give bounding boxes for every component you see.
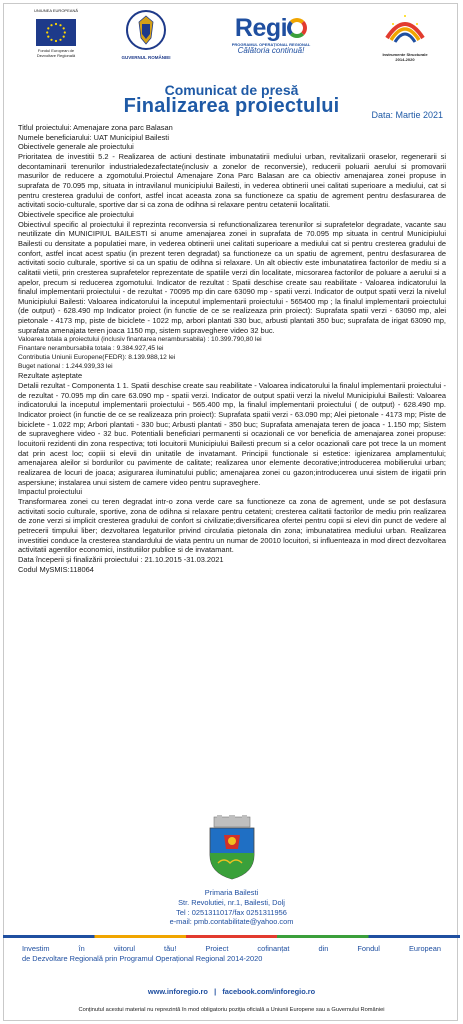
- link-separator: |: [214, 987, 217, 996]
- total-value: Valoarea totala a proiectului (inclusiv finantarea nerambursabila) : 10.399.790,80 lei: [18, 336, 262, 344]
- contact-address: Str. Revolutiei, nr.1, Bailesti, Dolj: [178, 897, 285, 907]
- project-title: Titlul proiectului: Amenajare zona parc Balasan: [18, 123, 173, 132]
- eu-flag-icon: [36, 19, 76, 46]
- specific-objectives-heading: Obiectivele specifice ale proiectului: [18, 209, 134, 219]
- contact-block: [0, 888, 463, 927]
- structural-instruments-years: 2014-2020: [395, 57, 415, 62]
- logo-strip: [0, 8, 463, 80]
- impact-heading: Impactul proiectului: [18, 487, 83, 497]
- regio-logo-subtitle: PROGRAMUL OPERAȚIONAL REGIONAL: [231, 42, 311, 47]
- structural-instruments-logo: [372, 8, 438, 62]
- eu-logo-fund: Fondul European de: [37, 48, 75, 53]
- bailesti-coat-of-arms-icon: [204, 815, 260, 881]
- contact-email[interactable]: e-mail: pmb.contabilitate@yahoo.com: [169, 917, 294, 927]
- nonrefundable-financing: Finantare nerambursabila totala : 9.384.927,45 lei: [18, 345, 164, 353]
- disclaimer: Conținutul acestui material nu reprezintă în mod obligatoriu poziția oficială a Uniunii Europene sau a Guvernului României: [78, 1007, 385, 1013]
- government-logo: [118, 8, 174, 60]
- mysmis-code: Codul MySMIS:118064: [18, 564, 94, 574]
- beneficiary: Numele beneficiarului: UAT Municipiul Bailesti: [18, 132, 170, 142]
- national-budget: Buget national : 1.244.939,33 lei: [18, 363, 113, 371]
- eu-logo-text: UNIUNEA EUROPEANĂ: [33, 8, 78, 13]
- release-date: Data: Martie 2021: [371, 110, 443, 120]
- contact-org: Primaria Bailesti: [204, 888, 259, 897]
- impact-text: Transformarea zonei cu teren degradat intr-o zona verde care sa functioneze ca zona de agrement, unde se pot desfasura activitati socio culturale, sportive, zona de odihna si relaxare pentru cetateni; cresterea calitatii factorilor de mediu prin realizarea de zone verzi si implicit cresterea gradului de confort si civilizatie;diversificarea ofertei pentru copii si elevi din punct de vedere al petrecerii timpului liber; dezvoltarea legaturilor privind circulatia pietonala din zona; imbunatatirea mediului urban. Realizarea investitiei conduce la cresterea standardului de viata pentru un numar de 20010 locuitori, si influenteaza in mod direct dezvoltarea activitatii agentilor economici, institutiilor publice si de invatamant.: [18, 496, 446, 555]
- regio-logo-title: Regi: [196, 14, 346, 42]
- regio-logo: [196, 8, 346, 53]
- regio-o-icon: [287, 18, 307, 38]
- expected-results-text: Detalii rezultat - Componenta 1 1. Spatii deschise create sau reabilitate - Valoarea indicatorului la finalul implementarii proiectului - de rezultat - 70.095 mp din care 63.090 mp - spatii verzi. Indicator de output spatii verzi la nivelul Municipiului Bailesti: Valoarea indicatorului la inceputul implementarii proiectului - 565.400 mp, la finalul implementarii proiectului ( de output) - 628.490 mp. Indicator proiect (in functie de ce se realizeaza prin proiect): Suprafata spatii verzi - 63.090 mp; Alei pietonale - 4173 mp; Piste de biciclete - 1.022 mp; Arbori plantati - 330 buc; Arbusti plantati - 350 buc; Suprafata amenajata teren de joaca - 1.150 mp; Sistem de supraveghere video - 32 buc. Potentialii beneficiari permanenti si ocazionali ce vor beneficia de amenajarea zonei propuse: locuitorii rezidenti din zona respectiva; toti locuitorii Municipiului Bailesti precum si a celor ocazionali care pot trece la un moment dat prin acest loc; copiii si elevii din unitatile de invatamant. Principii functionale si estetice: igienizarea amplamentului; amenajarea aleilor si bordurilor cu pavimente de calitate; realizarea unor elemente decorative;introducerea mobilierului urban; realizarea de locuri de joaca; asigurarea iluminatului public; amenajarea zonei cu gazon;introducerea unui sistem de irigatii prin aspersiune; instalarea unui sistem de camere video pentru supraveghere.: [18, 381, 446, 487]
- press-release-label: Comunicat de presă: [164, 82, 299, 98]
- regio-logo-motto: Călătoria continuă!: [237, 46, 305, 55]
- funding-statement-line1: Investim în viitorul tău! Proiect cofinanțat din Fondul European: [22, 944, 441, 953]
- footer-links: [0, 987, 463, 996]
- page-title: Finalizarea proiectului: [123, 95, 340, 117]
- structural-instruments-icon: [383, 12, 427, 50]
- expected-results-heading: Rezultate așteptate: [18, 371, 83, 381]
- eu-logo: [22, 8, 90, 58]
- contact-phone: Tel : 0251311017/fax 0251311956: [176, 907, 287, 917]
- general-objectives-text: Prioritatea de investitii 5.2 - Realizarea de actiuni destinate imbunatatirii mediului urban, revitalizarii oraselor, regenerarii si decontaminarii terenurilor industrialedezafectate(inclusiv a zonelor de reconversie), reducerii poluarii aerului si promovarii masurilor de reducere a zgomotului.Proiectul Amenajare Zona Parc Balasan are ca obiectiv amenajarea zonei propuse in suprafata de 70.095 mp, situata in intravilanul municipiului Bailesti, in vederea obtinerii unei calitati superioare a mediului, cat si pentru cresterea gradului de confort, astfel incat aceasta zona sa functioneze ca spatiu de agrement pentru desfasurarea de activitati socio-culturale, sportive dar si ca zona de odihna si relaxare pentru cetatenii localitatii.: [18, 151, 446, 210]
- website-link[interactable]: www.inforegio.ro: [147, 987, 208, 996]
- structural-instruments-text: Instrumente Structurale: [382, 52, 428, 57]
- facebook-link[interactable]: facebook.com/inforegio.ro: [222, 987, 316, 996]
- eu-logo-fund-2: Dezvoltare Regională: [36, 53, 76, 58]
- project-dates: Data începerii și finalizării proiectului : 21.10.2015 -31.03.2021: [18, 554, 224, 564]
- romania-coat-of-arms-icon: [126, 8, 166, 54]
- specific-objectives-text: Obiectivul specific al proiectului il reprezinta reconversia si refunctionalizarea terenurilor si suprafetelor degradate, vacante sau neutilizate din MUNICIPIUL BAILESTI si anume amenajarea zonei in suprafata de 70.095 mp situata in centrul Municipiului Bailesti cu densitate a populatiei mare, in vederea obtinerii unei calitati superioare a mediului cat si pentru cresterea gradului de confort, astfel incat acest spatiu (in prezent teren degradat) sa functioneze ca un spatiu de agrement, pentru desfasurarea de activitati socio culturale, sportive si ca un spatiu de odihna si relaxare. Un alt obiectiv este imbunatatirea factorilor de mediu si a calitatii vietii, prin cresterea suprafetelor reprezentate de spatiile verzi din localitate, micsorarea factorilor de poluare a aerului si a apelor, precum si reducerea zgomotului. Indicator de rezultat : Spatii deschise create sau reabilitate - Valoarea indicatorului la finalul implementarii proiectului - de rezultat - 70095 mp din care 63090 mp - spatii verzi. Indicator de output spatii verzi la nivelul Municipiului Bailesti: Valoarea indicatorului la inceputul implementarii proiectului - 565400 mp ; la finalul implementarii proiectului (de output) - 628.490 mp Indicator proiect (in functie de ce se realizeaza prin proiect): Suprafata spatii verzi - 63090 mp, alei pietonale - 4173 mp, piste de biciclete - 1022 mp, arbori plantati 330 buc, arbusti plantati 350 buc; suprafata de irigat 63090 mp, suprafata amenajata teren joaca 1150 mp, sistem supraveghere video 32 buc.: [18, 219, 446, 335]
- color-bar-divider: [3, 935, 460, 938]
- general-objectives-heading: Obiectivele generale ale proiectului: [18, 142, 134, 152]
- funding-statement: [22, 944, 441, 964]
- funding-statement-line2: de Dezvoltare Regională prin Programul Operațional Regional 2014-2020: [22, 954, 263, 963]
- document-body: [18, 123, 446, 574]
- government-logo-text: GUVERNUL ROMÂNIEI: [121, 55, 171, 60]
- eu-contribution: Contributia Uniunii Europene(FEDR): 8.139.988,12 lei: [18, 354, 176, 362]
